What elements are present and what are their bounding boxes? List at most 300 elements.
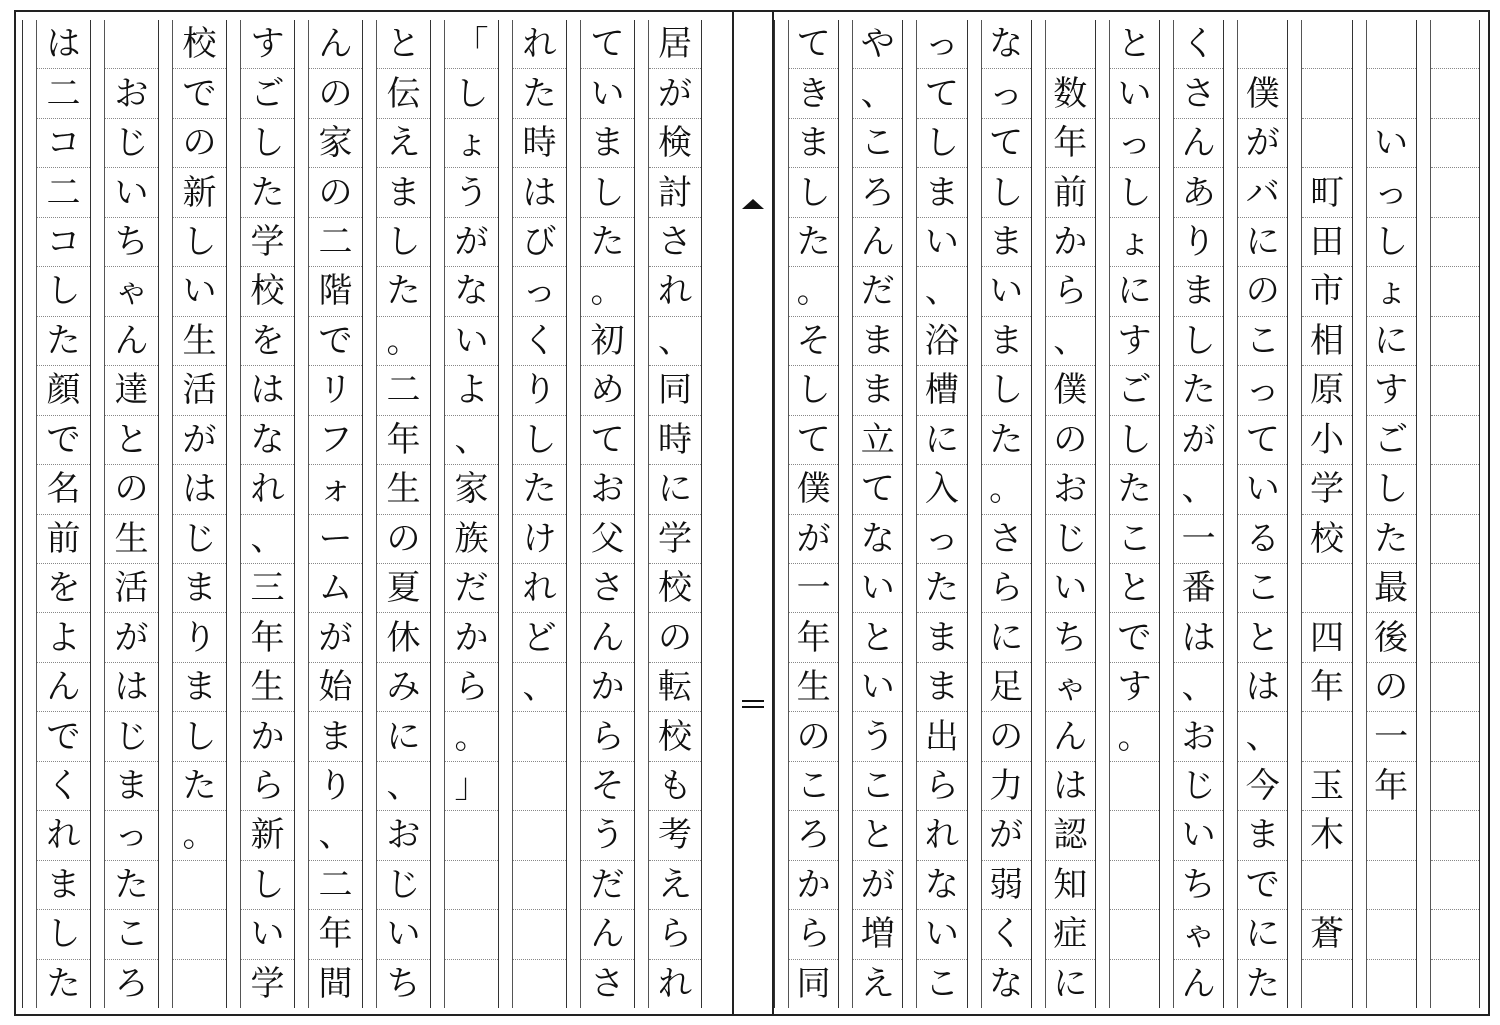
character-cell: 年 bbox=[377, 416, 430, 465]
right-page bbox=[774, 20, 1480, 1008]
character-cell: ま bbox=[917, 613, 966, 662]
character-cell: こ bbox=[1238, 564, 1287, 613]
character-cell bbox=[445, 811, 498, 860]
column-cells bbox=[377, 20, 430, 1008]
character-cell: っ bbox=[1110, 119, 1159, 168]
character-cell: 年 bbox=[1367, 762, 1416, 811]
character-cell bbox=[1431, 20, 1479, 69]
manuscript-column bbox=[90, 20, 158, 1008]
character-cell: し bbox=[917, 119, 966, 168]
character-cell bbox=[1431, 366, 1479, 415]
character-cell: 今 bbox=[1238, 762, 1287, 811]
character-cell: 、 bbox=[1174, 465, 1223, 514]
character-cell: 、 bbox=[309, 811, 362, 860]
character-cell: た bbox=[241, 168, 294, 217]
manuscript-column bbox=[362, 20, 430, 1008]
furigana-lane bbox=[23, 20, 37, 1008]
character-cell bbox=[445, 861, 498, 910]
character-cell: っ bbox=[917, 515, 966, 564]
character-cell: た bbox=[1110, 465, 1159, 514]
character-cell: ま bbox=[1238, 811, 1287, 860]
character-cell bbox=[1367, 861, 1416, 910]
character-cell: り bbox=[309, 762, 362, 811]
character-cell: 三 bbox=[241, 564, 294, 613]
character-cell: う bbox=[581, 811, 634, 860]
character-cell bbox=[1367, 960, 1416, 1008]
furigana-lane bbox=[1160, 20, 1174, 1008]
character-cell: い bbox=[377, 910, 430, 959]
character-cell: 一 bbox=[1367, 712, 1416, 761]
character-cell: 生 bbox=[105, 515, 158, 564]
character-cell bbox=[1110, 811, 1159, 860]
character-cell: 。 bbox=[581, 267, 634, 316]
character-cell: ま bbox=[982, 317, 1031, 366]
character-cell: ォ bbox=[309, 465, 362, 514]
character-cell bbox=[1302, 564, 1351, 613]
character-cell: 弱 bbox=[982, 861, 1031, 910]
character-cell: れ bbox=[658, 963, 692, 1004]
furigana-lane bbox=[159, 20, 173, 1008]
character-cell: 、 bbox=[445, 416, 498, 465]
character-cell: き bbox=[789, 69, 838, 118]
character-cell: 休 bbox=[377, 613, 430, 662]
character-cell: 、 bbox=[1238, 712, 1287, 761]
character-cell: 一 bbox=[1174, 515, 1223, 564]
character-cell: じ bbox=[173, 515, 226, 564]
character-cell: 検 bbox=[649, 119, 701, 168]
character-cell: く bbox=[982, 910, 1031, 959]
character-cell: 二 bbox=[37, 69, 90, 118]
manuscript-column bbox=[967, 20, 1031, 1008]
manuscript-column bbox=[774, 20, 838, 1008]
character-cell: 二 bbox=[37, 168, 90, 217]
character-cell: い bbox=[1110, 69, 1159, 118]
character-cell: た bbox=[789, 218, 838, 267]
character-cell: ま bbox=[173, 663, 226, 712]
character-cell: う bbox=[445, 168, 498, 217]
character-cell: 町 bbox=[1302, 168, 1351, 217]
character-cell: も bbox=[649, 762, 701, 811]
character-cell: 同 bbox=[796, 963, 831, 1004]
furigana-lane bbox=[499, 20, 513, 1008]
character-cell: 入 bbox=[917, 465, 966, 514]
character-cell: 前 bbox=[1046, 168, 1095, 217]
character-cell: た bbox=[46, 963, 81, 1004]
character-cell: 生 bbox=[377, 465, 430, 514]
character-cell: や bbox=[853, 20, 902, 69]
character-cell: 。 bbox=[1110, 712, 1159, 761]
character-cell: 学 bbox=[1302, 465, 1351, 514]
character-cell: は bbox=[105, 663, 158, 712]
character-cell bbox=[1367, 910, 1416, 959]
character-cell: こ bbox=[105, 910, 158, 959]
character-cell: 、 bbox=[853, 69, 902, 118]
character-cell: と bbox=[105, 416, 158, 465]
character-cell: て bbox=[982, 119, 1031, 168]
furigana-lane bbox=[1224, 20, 1238, 1008]
character-cell: く bbox=[37, 762, 90, 811]
character-cell: た bbox=[581, 218, 634, 267]
character-cell: て bbox=[1238, 416, 1287, 465]
character-cell: よ bbox=[445, 366, 498, 415]
character-cell: 二 bbox=[309, 218, 362, 267]
character-cell: い bbox=[853, 663, 902, 712]
character-cell: て bbox=[581, 416, 634, 465]
character-cell: こ bbox=[1110, 515, 1159, 564]
character-cell: ど bbox=[513, 613, 566, 662]
character-cell bbox=[173, 910, 226, 959]
character-cell bbox=[1431, 663, 1479, 712]
character-cell: め bbox=[581, 366, 634, 415]
character-cell: て bbox=[581, 20, 634, 69]
furigana-lane bbox=[431, 20, 445, 1008]
character-cell: く bbox=[513, 317, 566, 366]
character-cell: 生 bbox=[789, 663, 838, 712]
furigana-lane bbox=[968, 20, 982, 1008]
character-cell: ご bbox=[1367, 416, 1416, 465]
manuscript-column bbox=[1159, 20, 1223, 1008]
character-cell: を bbox=[37, 564, 90, 613]
character-cell: が bbox=[173, 416, 226, 465]
character-cell: 生 bbox=[173, 317, 226, 366]
character-cell: っ bbox=[982, 69, 1031, 118]
character-cell: え bbox=[860, 963, 895, 1004]
character-cell: 小 bbox=[1302, 416, 1351, 465]
character-cell: っ bbox=[917, 20, 966, 69]
character-cell: し bbox=[37, 267, 90, 316]
character-cell: す bbox=[1110, 317, 1159, 366]
column-cells bbox=[1174, 20, 1223, 1008]
character-cell: ご bbox=[1110, 366, 1159, 415]
character-cell: か bbox=[241, 712, 294, 761]
character-cell: た bbox=[37, 317, 90, 366]
character-cell: い bbox=[917, 218, 966, 267]
character-cell: 。 bbox=[789, 267, 838, 316]
character-cell: ん bbox=[1174, 119, 1223, 168]
character-cell: の bbox=[173, 119, 226, 168]
column-cells bbox=[581, 20, 634, 1008]
manuscript-column bbox=[22, 20, 90, 1008]
character-cell: ち bbox=[105, 218, 158, 267]
character-cell: て bbox=[917, 69, 966, 118]
character-cell bbox=[445, 960, 498, 1008]
character-cell bbox=[1431, 218, 1479, 267]
character-cell: の bbox=[377, 515, 430, 564]
character-cell: 蒼 bbox=[1302, 910, 1351, 959]
left-page bbox=[22, 20, 732, 1008]
manuscript-column bbox=[566, 20, 634, 1008]
character-cell: は bbox=[241, 366, 294, 415]
character-cell: す bbox=[1110, 663, 1159, 712]
character-cell: 玉 bbox=[1302, 762, 1351, 811]
character-cell: れ bbox=[513, 564, 566, 613]
character-cell: か bbox=[1046, 218, 1095, 267]
manuscript-column bbox=[226, 20, 294, 1008]
character-cell: 槽 bbox=[917, 366, 966, 415]
character-cell: で bbox=[1238, 861, 1287, 910]
character-cell: 学 bbox=[649, 515, 701, 564]
character-cell: う bbox=[853, 712, 902, 761]
character-cell: し bbox=[982, 168, 1031, 217]
character-cell: 活 bbox=[173, 366, 226, 415]
column-cells bbox=[1238, 20, 1287, 1008]
character-cell: さ bbox=[590, 963, 625, 1004]
character-cell: ま bbox=[917, 168, 966, 217]
character-cell: 最 bbox=[1367, 564, 1416, 613]
character-cell: お bbox=[1046, 465, 1095, 514]
character-cell: の bbox=[789, 712, 838, 761]
character-cell: っ bbox=[513, 267, 566, 316]
character-cell: い bbox=[105, 168, 158, 217]
character-cell bbox=[173, 960, 226, 1008]
column-cells bbox=[309, 20, 362, 1008]
character-cell: 出 bbox=[917, 712, 966, 761]
character-cell: な bbox=[982, 20, 1031, 69]
character-cell: し bbox=[173, 218, 226, 267]
character-cell: た bbox=[1245, 963, 1280, 1004]
character-cell bbox=[1431, 168, 1479, 217]
character-cell: 市 bbox=[1302, 267, 1351, 316]
character-cell bbox=[1431, 416, 1479, 465]
character-cell: 。 bbox=[173, 811, 226, 860]
character-cell: ら bbox=[789, 910, 838, 959]
character-cell: に bbox=[917, 416, 966, 465]
column-cells bbox=[853, 20, 902, 1008]
character-cell: 年 bbox=[1302, 663, 1351, 712]
character-cell: ち bbox=[1046, 613, 1095, 662]
character-cell: ご bbox=[241, 69, 294, 118]
character-cell: し bbox=[173, 712, 226, 761]
character-cell: え bbox=[649, 861, 701, 910]
character-cell: ん bbox=[853, 218, 902, 267]
character-cell: し bbox=[241, 861, 294, 910]
character-cell: ム bbox=[309, 564, 362, 613]
character-cell: こ bbox=[924, 963, 959, 1004]
character-cell: る bbox=[1238, 515, 1287, 564]
character-cell: 番 bbox=[1174, 564, 1223, 613]
character-cell: な bbox=[445, 267, 498, 316]
column-cells bbox=[1110, 20, 1159, 1008]
character-cell: 校 bbox=[1302, 515, 1351, 564]
character-cell: じ bbox=[105, 119, 158, 168]
character-cell: 家 bbox=[309, 119, 362, 168]
character-cell: ま bbox=[309, 712, 362, 761]
character-cell bbox=[1431, 317, 1479, 366]
character-cell bbox=[1238, 20, 1287, 69]
character-cell: っ bbox=[1238, 366, 1287, 415]
character-cell: じ bbox=[377, 861, 430, 910]
manuscript-column bbox=[634, 20, 702, 1008]
character-cell: た bbox=[1367, 515, 1416, 564]
character-cell: 階 bbox=[309, 267, 362, 316]
furigana-lane bbox=[363, 20, 377, 1008]
character-cell: 年 bbox=[309, 910, 362, 959]
character-cell: い bbox=[581, 69, 634, 118]
character-cell: で bbox=[37, 416, 90, 465]
character-cell: こ bbox=[853, 762, 902, 811]
character-cell: ゃ bbox=[105, 267, 158, 316]
furigana-lane bbox=[903, 20, 917, 1008]
character-cell: ま bbox=[982, 218, 1031, 267]
character-cell: ろ bbox=[789, 811, 838, 860]
character-cell: に bbox=[1053, 963, 1088, 1004]
column-cells bbox=[1431, 20, 1479, 1008]
character-cell: に bbox=[1238, 218, 1287, 267]
column-cells bbox=[37, 20, 90, 1008]
character-cell: 症 bbox=[1046, 910, 1095, 959]
character-cell bbox=[513, 861, 566, 910]
character-cell: 顔 bbox=[37, 366, 90, 415]
character-cell: 校 bbox=[241, 267, 294, 316]
character-cell bbox=[513, 811, 566, 860]
character-cell: は bbox=[513, 168, 566, 217]
furigana-lane bbox=[1032, 20, 1046, 1008]
character-cell: 後 bbox=[1367, 613, 1416, 662]
furigana-lane bbox=[227, 20, 241, 1008]
character-cell: と bbox=[1110, 564, 1159, 613]
character-cell: そ bbox=[581, 762, 634, 811]
character-cell: と bbox=[1110, 20, 1159, 69]
character-cell: 認 bbox=[1046, 811, 1095, 860]
character-cell bbox=[1367, 20, 1416, 69]
furigana-lane bbox=[295, 20, 309, 1008]
character-cell: て bbox=[789, 20, 838, 69]
character-cell: と bbox=[853, 613, 902, 662]
character-cell: 校 bbox=[173, 20, 226, 69]
character-cell: ゃ bbox=[1174, 910, 1223, 959]
character-cell: っ bbox=[1367, 168, 1416, 217]
character-cell: 伝 bbox=[377, 69, 430, 118]
character-cell: ゃ bbox=[1046, 663, 1095, 712]
character-cell: お bbox=[581, 465, 634, 514]
character-cell bbox=[1431, 712, 1479, 761]
character-cell: さ bbox=[649, 218, 701, 267]
character-cell: さ bbox=[581, 564, 634, 613]
character-cell: の bbox=[1367, 663, 1416, 712]
character-cell: す bbox=[1367, 366, 1416, 415]
column-cells bbox=[445, 20, 498, 1008]
character-cell bbox=[1431, 960, 1479, 1008]
character-cell: ま bbox=[377, 168, 430, 217]
character-cell: 新 bbox=[173, 168, 226, 217]
manuscript-column bbox=[1352, 20, 1416, 1008]
character-cell: の bbox=[1238, 267, 1287, 316]
character-cell: い bbox=[445, 317, 498, 366]
character-cell: え bbox=[377, 119, 430, 168]
character-cell: 年 bbox=[789, 613, 838, 662]
column-cells bbox=[1302, 20, 1351, 1008]
chevron-mark-icon bbox=[742, 199, 764, 209]
character-cell: 初 bbox=[581, 317, 634, 366]
character-cell: 「 bbox=[445, 20, 498, 69]
character-cell: 力 bbox=[982, 762, 1031, 811]
character-cell: ま bbox=[789, 119, 838, 168]
character-cell bbox=[1431, 910, 1479, 959]
character-cell: は bbox=[1238, 663, 1287, 712]
character-cell: 時 bbox=[649, 416, 701, 465]
character-cell: し bbox=[241, 119, 294, 168]
character-cell bbox=[173, 861, 226, 910]
character-cell: い bbox=[1174, 811, 1223, 860]
character-cell bbox=[1110, 861, 1159, 910]
character-cell: 族 bbox=[445, 515, 498, 564]
character-cell: 僕 bbox=[789, 465, 838, 514]
manuscript-column bbox=[902, 20, 966, 1008]
character-cell bbox=[1302, 861, 1351, 910]
manuscript-column bbox=[1031, 20, 1095, 1008]
character-cell: お bbox=[1174, 712, 1223, 761]
character-cell: ま bbox=[853, 317, 902, 366]
character-cell: ま bbox=[105, 762, 158, 811]
character-cell: 始 bbox=[309, 663, 362, 712]
character-cell: ま bbox=[853, 366, 902, 415]
character-cell: ま bbox=[581, 119, 634, 168]
character-cell: ま bbox=[1174, 267, 1223, 316]
character-cell: っ bbox=[105, 811, 158, 860]
character-cell bbox=[513, 762, 566, 811]
character-cell: じ bbox=[105, 712, 158, 761]
character-cell: に bbox=[982, 613, 1031, 662]
character-cell: な bbox=[853, 515, 902, 564]
manuscript-column bbox=[294, 20, 362, 1008]
gutter-line bbox=[732, 12, 734, 1014]
center-gutter bbox=[732, 12, 774, 1014]
character-cell: し bbox=[37, 910, 90, 959]
character-cell: し bbox=[1174, 317, 1223, 366]
character-cell: 木 bbox=[1302, 811, 1351, 860]
character-cell bbox=[1110, 910, 1159, 959]
character-cell: い bbox=[241, 910, 294, 959]
character-cell: し bbox=[513, 416, 566, 465]
character-cell: が bbox=[853, 861, 902, 910]
character-cell: さ bbox=[1174, 69, 1223, 118]
character-cell bbox=[1431, 69, 1479, 118]
character-cell: れ bbox=[37, 811, 90, 860]
character-cell bbox=[1302, 712, 1351, 761]
character-cell: 校 bbox=[649, 564, 701, 613]
column-cells bbox=[982, 20, 1031, 1008]
character-cell: お bbox=[105, 69, 158, 118]
character-cell: み bbox=[377, 663, 430, 712]
character-cell: が bbox=[445, 218, 498, 267]
character-cell: リ bbox=[309, 366, 362, 415]
character-cell: か bbox=[789, 861, 838, 910]
character-cell: ん bbox=[309, 20, 362, 69]
character-cell: ん bbox=[105, 317, 158, 366]
character-cell bbox=[513, 960, 566, 1008]
character-cell bbox=[1110, 960, 1159, 1008]
character-cell: バ bbox=[1238, 168, 1287, 217]
character-cell: が bbox=[309, 613, 362, 662]
character-cell: で bbox=[37, 712, 90, 761]
character-cell: 相 bbox=[1302, 317, 1351, 366]
character-cell bbox=[513, 712, 566, 761]
character-cell: の bbox=[105, 465, 158, 514]
character-cell: く bbox=[1174, 20, 1223, 69]
character-cell: の bbox=[309, 69, 362, 118]
character-cell: 学 bbox=[250, 963, 285, 1004]
character-cell bbox=[1431, 515, 1479, 564]
column-cells bbox=[789, 20, 838, 1008]
character-cell: 僕 bbox=[1238, 69, 1287, 118]
character-cell: ち bbox=[1174, 861, 1223, 910]
column-cells bbox=[173, 20, 226, 1008]
column-cells bbox=[513, 20, 566, 1008]
character-cell: し bbox=[581, 168, 634, 217]
column-cells bbox=[1046, 20, 1095, 1008]
character-cell: 、 bbox=[241, 515, 294, 564]
character-cell: 前 bbox=[37, 515, 90, 564]
